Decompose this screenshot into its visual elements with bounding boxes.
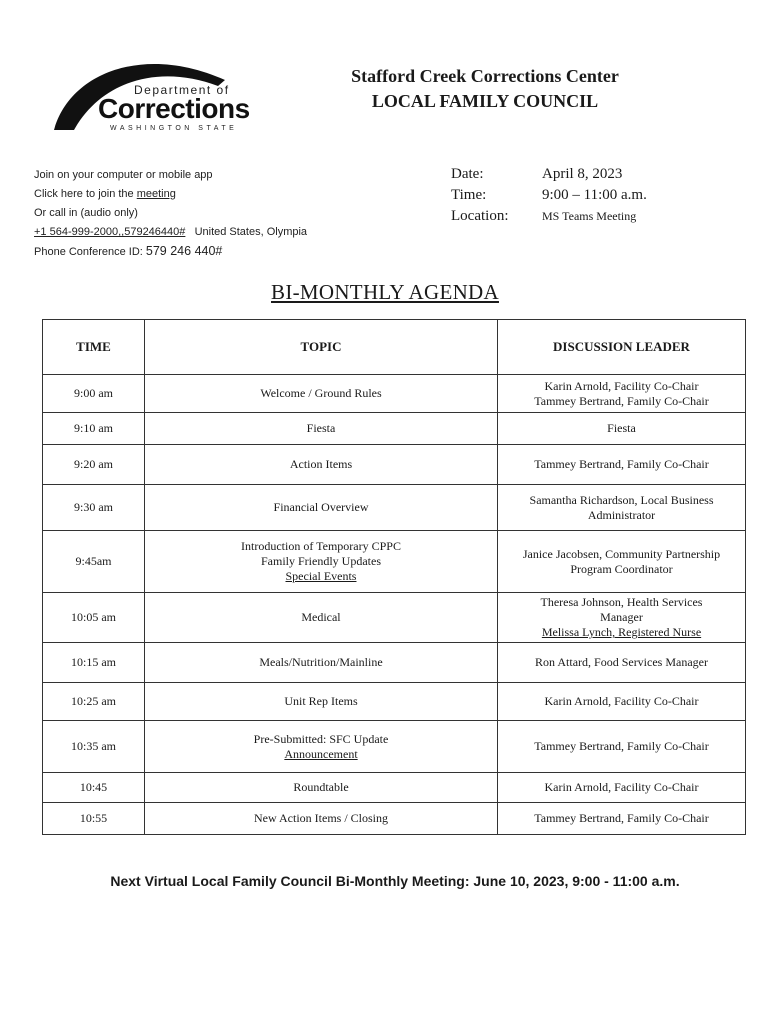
- agenda-topic-line: Special Events: [285, 569, 357, 583]
- join-line-3: Or call in (audio only): [34, 207, 138, 219]
- join-info: [34, 166, 307, 262]
- join-conference-line: [34, 242, 307, 262]
- agenda-leader-line: Fiesta: [607, 421, 636, 435]
- agenda-topic-line: Financial Overview: [273, 500, 369, 514]
- agenda-leader-line: Administrator: [587, 507, 656, 522]
- agenda-time: 10:25 am: [43, 683, 145, 721]
- agenda-topic: [145, 803, 498, 835]
- agenda-leader: [498, 375, 746, 413]
- agenda-header-row: [43, 320, 746, 375]
- header-time: TIME: [43, 320, 145, 375]
- agenda-leader: [498, 531, 746, 593]
- agenda-topic-line: Welcome / Ground Rules: [260, 386, 382, 400]
- agenda-time: 9:45am: [43, 531, 145, 593]
- agenda-leader-line: Karin Arnold, Facility Co-Chair: [544, 694, 699, 708]
- council-name: LOCAL FAMILY COUNCIL: [371, 91, 599, 111]
- meta-location-value: MS Teams Meeting: [542, 209, 637, 223]
- agenda-leader: [498, 803, 746, 835]
- join-line-2: [34, 185, 307, 204]
- agenda-leader-line: Manager: [600, 610, 643, 624]
- agenda-row: [43, 593, 746, 643]
- join-phone-location: United States, Olympia: [194, 226, 308, 238]
- agenda-time: 10:45: [43, 773, 145, 803]
- agenda-topic: [145, 683, 498, 721]
- agenda-time: 10:05 am: [43, 593, 145, 643]
- agenda-leader: [498, 485, 746, 531]
- agenda-leader: [498, 593, 746, 643]
- agenda-leader-line: Tammey Bertrand, Family Co-Chair: [534, 393, 709, 408]
- join-conference-label: Phone Conference ID:: [34, 246, 146, 258]
- agenda-topic-line: Action Items: [289, 457, 353, 471]
- meta-time-value: 9:00 – 11:00 a.m.: [542, 187, 647, 203]
- agenda-time: 9:30 am: [43, 485, 145, 531]
- agenda-leader-line: Ron Attard, Food Services Manager: [535, 655, 708, 669]
- agenda-topic-line: Medical: [301, 610, 341, 624]
- agenda-time: 10:15 am: [43, 643, 145, 683]
- meta-date-row: [451, 164, 647, 185]
- agenda-leader-line: Samantha Richardson, Local Business: [529, 492, 714, 507]
- agenda-topic: [145, 721, 498, 773]
- agenda-topic-line: Family Friendly Updates: [261, 554, 381, 568]
- agenda-body: [43, 375, 746, 835]
- agenda-leader-line: Tammey Bertrand, Family Co-Chair: [534, 739, 709, 753]
- agenda-time: 9:00 am: [43, 375, 145, 413]
- agenda-row: [43, 485, 746, 531]
- agenda-time: 10:35 am: [43, 721, 145, 773]
- agenda-time: 9:20 am: [43, 445, 145, 485]
- agenda-topic: [145, 485, 498, 531]
- join-phone-line: [34, 223, 307, 242]
- meeting-meta: [451, 164, 647, 227]
- header-topic: TOPIC: [145, 320, 498, 375]
- meta-location-row: [451, 206, 647, 227]
- meta-date-label: Date:: [451, 166, 484, 182]
- logo-line-2: Corrections: [98, 93, 250, 124]
- agenda-leader-line: Janice Jacobsen, Community Partnership: [522, 546, 721, 561]
- agenda-row: [43, 803, 746, 835]
- agenda-topic-line: Introduction of Temporary CPPC: [241, 539, 401, 553]
- agenda-leader: [498, 683, 746, 721]
- agenda-row: [43, 683, 746, 721]
- agenda-topic-line: Pre-Submitted: SFC Update: [253, 731, 389, 746]
- agenda-topic-line: New Action Items / Closing: [254, 811, 388, 825]
- agenda-topic-line: Roundtable: [293, 780, 349, 794]
- agenda-time: 10:55: [43, 803, 145, 835]
- agenda-topic: [145, 375, 498, 413]
- join-line-1: Join on your computer or mobile app: [34, 169, 213, 181]
- agenda-topic-line: Fiesta: [306, 421, 336, 435]
- agenda-row: [43, 531, 746, 593]
- agenda-row: [43, 643, 746, 683]
- agenda-leader-line: Tammey Bertrand, Family Co-Chair: [534, 457, 709, 471]
- agenda-leader-line: Karin Arnold, Facility Co-Chair: [544, 378, 699, 393]
- agenda-leader-line: Program Coordinator: [570, 561, 673, 576]
- org-name: Stafford Creek Corrections Center: [351, 66, 619, 86]
- agenda-leader-line: Tammey Bertrand, Family Co-Chair: [534, 811, 709, 825]
- agenda-leader: [498, 445, 746, 485]
- agenda-row: [43, 375, 746, 413]
- join-conference-id: 579 246 440#: [145, 244, 223, 258]
- agenda-title: BI-MONTHLY AGENDA: [271, 280, 499, 304]
- header-leader: DISCUSSION LEADER: [498, 320, 746, 375]
- agenda-topic: [145, 773, 498, 803]
- agenda-topic: [145, 531, 498, 593]
- agenda-leader: [498, 721, 746, 773]
- meta-time-label: Time:: [451, 187, 487, 203]
- agenda-leader: [498, 643, 746, 683]
- agenda-row: [43, 413, 746, 445]
- agenda-topic-line: Unit Rep Items: [284, 694, 358, 708]
- agenda-leader-line: Theresa Johnson, Health Services: [540, 595, 703, 609]
- doc-logo: [50, 52, 260, 137]
- meta-location-label: Location:: [451, 208, 509, 224]
- agenda-topic: [145, 445, 498, 485]
- agenda-time: 9:10 am: [43, 413, 145, 445]
- agenda-leader: [498, 773, 746, 803]
- join-line-2-text: Click here to join the: [34, 188, 137, 200]
- agenda-leader: [498, 413, 746, 445]
- agenda-topic: [145, 413, 498, 445]
- next-meeting-note: Next Virtual Local Family Council Bi-Monthly Meeting: June 10, 2023, 9:00 - 11:00 a.m.: [110, 873, 680, 889]
- logo-line-1: Department of: [134, 83, 230, 97]
- agenda-row: [43, 773, 746, 803]
- agenda-leader-line: Melissa Lynch, Registered Nurse: [541, 625, 702, 639]
- agenda-topic: [145, 643, 498, 683]
- agenda-row: [43, 445, 746, 485]
- agenda-table: [42, 319, 746, 835]
- agenda-row: [43, 721, 746, 773]
- join-meeting-link[interactable]: meeting: [136, 188, 176, 200]
- agenda-topic-line: Announcement: [284, 746, 358, 761]
- agenda-leader-line: Karin Arnold, Facility Co-Chair: [544, 780, 699, 794]
- join-phone-link[interactable]: +1 564-999-2000,,579246440#: [34, 226, 186, 238]
- logo-line-3: WASHINGTON STATE: [110, 125, 238, 132]
- agenda-topic: [145, 593, 498, 643]
- meta-time-row: [451, 185, 647, 206]
- meta-date-value: April 8, 2023: [542, 166, 623, 182]
- agenda-topic-line: Meals/Nutrition/Mainline: [259, 655, 383, 669]
